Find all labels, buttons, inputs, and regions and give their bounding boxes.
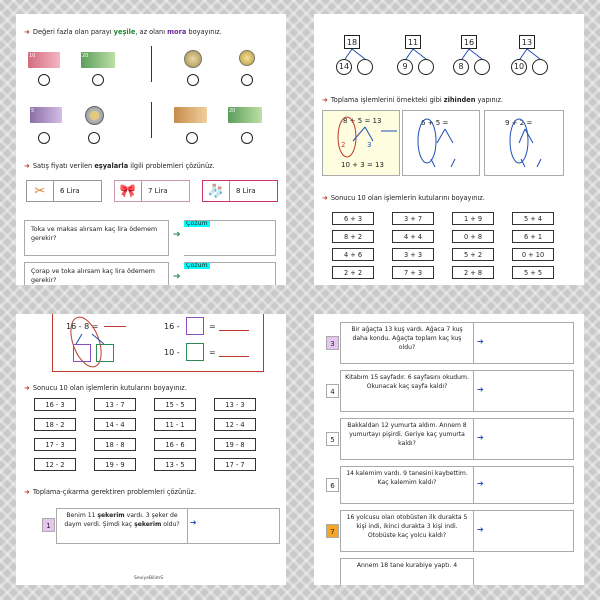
answer-box-green[interactable] (186, 343, 204, 361)
footer-credit: SeviyeBilimS (134, 576, 164, 581)
worksheet-addition (314, 14, 584, 285)
bond-left: 8 (453, 59, 469, 75)
operation-box[interactable]: 5 + 5 (512, 266, 554, 279)
instruction-problems: ➜ Toplama-çıkarma gerektiren problemleri çözünüz. (24, 488, 197, 496)
problem-number: 4 (326, 384, 339, 398)
problem-box: Bakkaldan 12 yumurta aldım. Annem 8 yumurtayı pişirdi. Geriye kaç yumurta kaldı? (340, 418, 474, 460)
bond-left: 14 (336, 59, 352, 75)
banknote-50 (174, 107, 207, 123)
operation-box[interactable]: 0 + 8 (452, 230, 494, 243)
instruction-mental-add: ➜ Toplama işlemlerini örnekteki gibi zihinden yapınız. (322, 96, 504, 104)
arrow-icon: ➔ (477, 433, 484, 442)
problem-number: 6 (326, 478, 339, 492)
bond-total: 13 (519, 35, 535, 49)
worksheet-subtraction: 16 - 8 = 16 - = 10 - = ➜ Sonucu 10 olan işlemlerin kutularını boyayınız. 16 - 3 13 - 7 15 - 5 13 - 3 18 - 2 14 - 4 11 - 1 12 - 4 17 - 3 18 - 8 16 - 6 19 - 8 12 - 2 19 - 9 13 - 5 17 - 7 ➜ Toplama-çıkarma gerektiren problemleri çözünüz. 1 Benim 11 şekerim vardı. 3 şeker de daym verdi. Şimdi kaç şekerim oldu? ➔ SeviyeBilimS (16, 314, 286, 585)
operation-box[interactable]: 18 - 8 (94, 438, 136, 451)
problem-box: Benim 11 şekerim vardı. 3 şeker de daym verdi. Şimdi kaç şekerim oldu? (56, 508, 188, 544)
solution-area[interactable] (474, 322, 574, 364)
question-box: Çorap ve toka alırsam kaç lira ödemem gerekir? (24, 262, 169, 285)
operation-box[interactable]: 2 + 8 (452, 266, 494, 279)
scissors-icon: ✂ (34, 183, 46, 199)
solution-label: Çözüm (186, 220, 208, 227)
operation-box[interactable]: 17 - 3 (34, 438, 76, 451)
operation-box[interactable]: 19 - 9 (94, 458, 136, 471)
choice-circle[interactable] (38, 74, 50, 86)
operation-box[interactable]: 13 - 5 (154, 458, 196, 471)
problem-number: 7 (326, 524, 339, 538)
coin-1tl (184, 50, 202, 68)
problem-box: Bir ağaçta 13 kuş vardı. Ağaca 7 kuş daha kondu. Ağaçta toplam kaç kuş oldu? (340, 322, 474, 364)
exercise-box[interactable] (484, 110, 564, 176)
choice-circle[interactable] (88, 132, 100, 144)
operation-box[interactable]: 1 + 9 (452, 212, 494, 225)
problem-number: 1 (42, 518, 55, 532)
problem-box: 14 kalemim vardı. 9 tanesini kaybettim. Kaç kalemim kaldı? (340, 466, 474, 504)
operation-box[interactable]: 13 - 7 (94, 398, 136, 411)
choice-circle[interactable] (186, 132, 198, 144)
operation-box[interactable]: 12 - 4 (214, 418, 256, 431)
operation-box[interactable]: 15 - 5 (154, 398, 196, 411)
operation-box[interactable]: 18 - 2 (34, 418, 76, 431)
solution-area[interactable] (474, 466, 574, 504)
problem-box: Kitabım 15 sayfadır. 6 sayfasını okudum. Okunacak kaç sayfa kaldı? (340, 370, 474, 412)
banknote-20: 20 (81, 52, 115, 68)
bond-left: 9 (397, 59, 413, 75)
arrow-icon: ➔ (173, 272, 181, 282)
equation-2: 16 - (164, 322, 180, 331)
operation-box[interactable]: 17 - 7 (214, 458, 256, 471)
arrow-icon: ➔ (477, 525, 484, 534)
divider (151, 46, 152, 82)
banknote-5: 5 (30, 107, 62, 123)
hairclip-icon: 🎀 (119, 183, 137, 199)
arrow-icon: ➔ (190, 518, 197, 527)
solution-area[interactable] (474, 370, 574, 412)
solution-area[interactable] (184, 262, 276, 285)
worksheet-word-problems (314, 314, 584, 585)
divider (151, 102, 152, 138)
arrow-icon: ➔ (477, 479, 484, 488)
operation-box[interactable]: 19 - 8 (214, 438, 256, 451)
socks-icon: 🧦 (207, 183, 225, 199)
solution-area[interactable] (474, 418, 574, 460)
banknote-10: 10 (28, 52, 60, 68)
item-socks: 🧦 8 Lira (202, 180, 278, 202)
operation-box[interactable]: 3 + 7 (392, 212, 434, 225)
example-sum: 10 + 3 = 13 (341, 161, 384, 169)
bond-connectors (314, 14, 584, 84)
operation-box[interactable]: 8 + 2 (332, 230, 374, 243)
solution-area[interactable] (474, 510, 574, 552)
instruction-color-ten: ➜ Sonucu 10 olan işlemlerin kutularını boyayınız. (24, 384, 187, 392)
solution-area[interactable] (184, 220, 276, 256)
operation-box[interactable]: 12 - 2 (34, 458, 76, 471)
exercise-equation: 6 + 5 = (421, 119, 449, 127)
item-scissors: ✂ 6 Lira (26, 180, 102, 202)
operation-box[interactable]: 0 + 10 (512, 248, 554, 261)
operation-box[interactable]: 16 - 3 (34, 398, 76, 411)
answer-box-purple[interactable] (186, 317, 204, 335)
worksheet-money (16, 14, 286, 285)
instruction-sales: ➜ Satış fiyatı verilen eşyalarla ilgili problemleri çözünüz. (24, 162, 215, 170)
coin-50kr (239, 50, 255, 66)
answer-box-green[interactable] (96, 344, 114, 362)
solution-label: Çözüm (186, 262, 208, 269)
bond-total: 11 (405, 35, 421, 49)
equation-3: 10 - (164, 348, 180, 357)
example-split-a: 2 (341, 141, 346, 149)
operation-box[interactable]: 4 + 6 (332, 248, 374, 261)
operation-box[interactable]: 4 + 4 (392, 230, 434, 243)
exercise-equation: 9 + 2 = (505, 119, 533, 127)
instruction-color-ten: ➜ Sonucu 10 olan işlemlerin kutularını boyayınız. (322, 194, 485, 202)
choice-circle[interactable] (38, 132, 50, 144)
arrow-icon: ➔ (477, 337, 484, 346)
bond-left: 10 (511, 59, 527, 75)
item-hairclip: 🎀 7 Lira (114, 180, 190, 202)
operation-box[interactable]: 7 + 3 (392, 266, 434, 279)
operation-box[interactable]: 6 + 3 (332, 212, 374, 225)
choice-circle[interactable] (92, 74, 104, 86)
top-equation: 16 - 8 = (66, 322, 99, 331)
problem-number: 3 (326, 336, 339, 350)
operation-box[interactable]: 3 + 3 (392, 248, 434, 261)
operation-box[interactable]: 13 - 3 (214, 398, 256, 411)
problem-number: 5 (326, 432, 339, 446)
operation-box[interactable]: 14 - 4 (94, 418, 136, 431)
example-equation: 8 + 5 = 13 (343, 117, 382, 125)
instruction-money: ➜ Değeri fazla olan parayı yeşile, az olanı mora boyayınız. (24, 28, 222, 36)
operation-box[interactable]: 5 + 2 (452, 248, 494, 261)
choice-circle[interactable] (241, 132, 253, 144)
bond-total: 18 (344, 35, 360, 49)
example-box (322, 110, 400, 176)
solution-area[interactable] (188, 508, 280, 544)
example-split-b: 3 (367, 141, 372, 149)
problem-box: Annem 18 tane kurabiye yaptı. 4 (340, 558, 474, 585)
answer-box-purple[interactable] (73, 344, 91, 362)
operation-box[interactable]: 16 - 6 (154, 438, 196, 451)
operation-box[interactable]: 11 - 1 (154, 418, 196, 431)
arrow-icon: ➔ (173, 230, 181, 240)
coin-1tl (85, 106, 104, 125)
problem-box: 16 yolcusu olan otobüsten ilk durakta 5 kişi indi, ikinci durakta 3 kişi indi. Otobüste kaç yolcu kaldı? (340, 510, 474, 552)
exercise-box[interactable] (402, 110, 480, 176)
question-box: Toka ve makas alırsam kaç lira ödemem gerekir? (24, 220, 169, 256)
bond-total: 16 (461, 35, 477, 49)
banknote-20: 20 (228, 107, 262, 123)
choice-circle[interactable] (187, 74, 199, 86)
choice-circle[interactable] (241, 74, 253, 86)
operation-box[interactable]: 2 + 2 (332, 266, 374, 279)
arrow-icon: ➔ (477, 385, 484, 394)
operation-box[interactable]: 5 + 4 (512, 212, 554, 225)
operation-box[interactable]: 6 + 1 (512, 230, 554, 243)
